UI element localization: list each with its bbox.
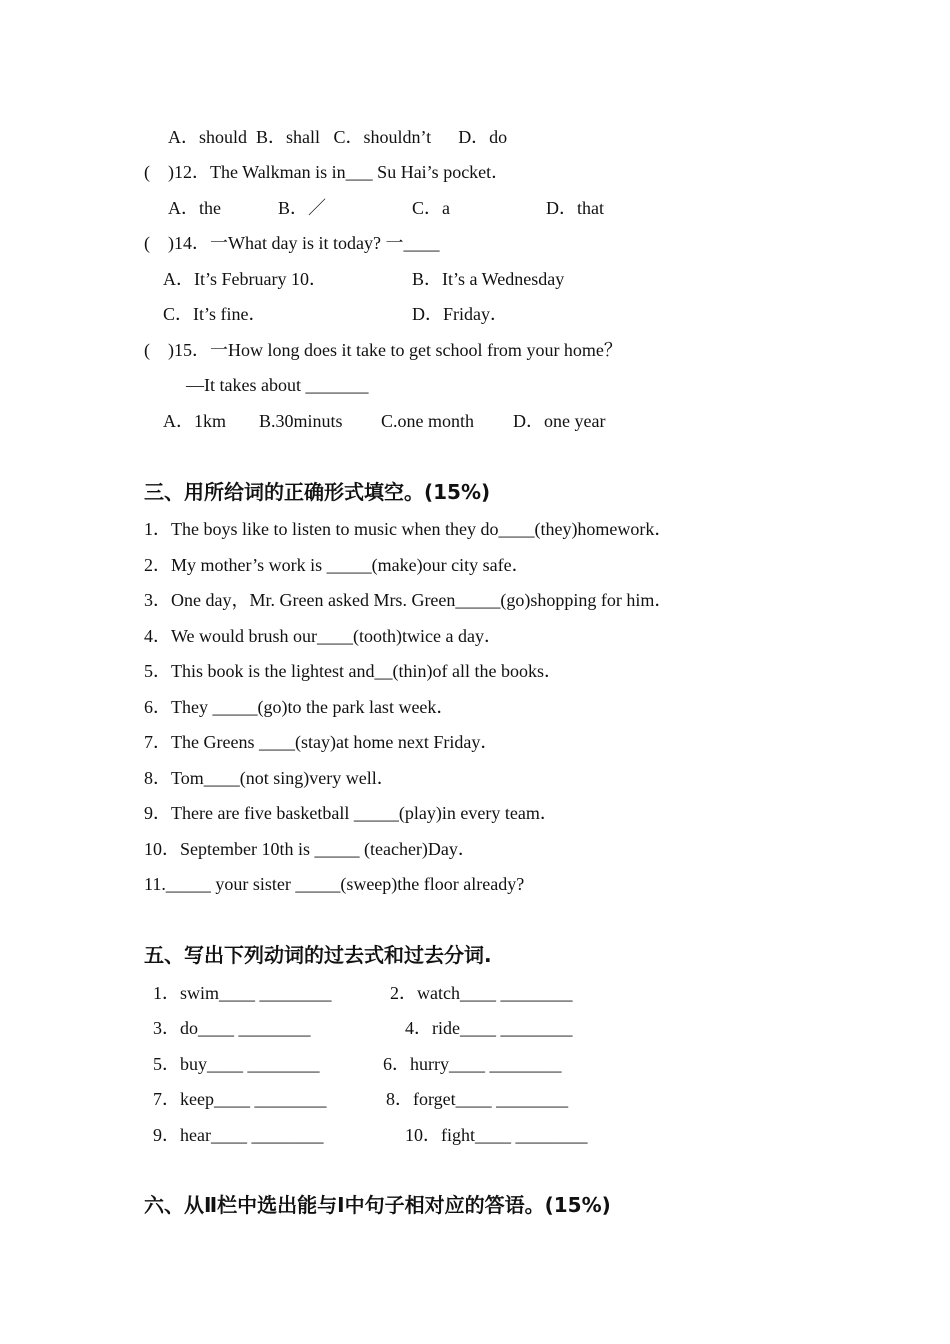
q14-stem: ( )14．一What day is it today? 一____ <box>144 233 440 253</box>
q12-stem: ( )12．The Walkman is in___ Su Hai’s pocket． <box>144 162 510 182</box>
verb-item: 8．forget____ ________ <box>386 1089 569 1109</box>
section-three-item: 4．We would brush our____(tooth)twice a day． <box>144 626 502 646</box>
section-three-item: 5．This book is the lightest and__(thin)of all the books． <box>144 661 562 681</box>
verb-item: 2．watch____ ________ <box>390 983 573 1003</box>
q15-stem: ( )15．一How long does it take to get school from your home？ <box>144 340 622 360</box>
q11-options: A．should B．shall C．shouldn’t D．do <box>168 127 508 147</box>
section-five-title: 五、写出下列动词的过去式和过去分词. <box>144 943 492 967</box>
section-three-item: 10．September 10th is _____ (teacher)Day． <box>144 839 476 859</box>
q12-option-a: A．the <box>168 198 221 218</box>
verb-item: 4．ride____ ________ <box>405 1018 573 1038</box>
q15-option-c: C.one month <box>381 411 474 431</box>
q12-option-b: B．／ <box>278 198 327 218</box>
section-three-item: 1．The boys like to listen to music when they do____(they)homework． <box>144 519 673 539</box>
section-three-title: 三、用所给词的正确形式填空。(15%) <box>144 480 491 504</box>
q15-option-b: B.30minuts <box>259 411 343 431</box>
q14-option-c: C．It’s fine． <box>163 304 267 324</box>
q14-option-d: D．Friday． <box>412 304 508 324</box>
verb-item: 1．swim____ ________ <box>153 983 332 1003</box>
verb-item: 9．hear____ ________ <box>153 1125 324 1145</box>
verb-item: 5．buy____ ________ <box>153 1054 320 1074</box>
q12-option-c: C．a <box>412 198 450 218</box>
section-three-item: 2．My mother’s work is _____(make)our city safe． <box>144 555 530 575</box>
q15-answer-line: —It takes about _______ <box>186 375 369 395</box>
section-six-title: 六、从Ⅱ栏中选出能与Ⅰ中句子相对应的答语。(15%) <box>144 1193 611 1217</box>
q15-option-d: D．one year <box>513 411 606 431</box>
q15-option-a: A．1km <box>163 411 226 431</box>
q12-option-d: D．that <box>546 198 604 218</box>
section-three-item: 9．There are five basketball _____(play)in every team． <box>144 803 558 823</box>
verb-item: 3．do____ ________ <box>153 1018 311 1038</box>
verb-item: 6．hurry____ ________ <box>383 1054 562 1074</box>
section-three-item: 11._____ your sister _____(sweep)the floor already? <box>144 874 525 894</box>
q14-option-b: B．It’s a Wednesday <box>412 269 565 289</box>
section-three-item: 7．The Greens ____(stay)at home next Friday． <box>144 732 499 752</box>
verb-item: 7．keep____ ________ <box>153 1089 327 1109</box>
q14-option-a: A．It’s February 10． <box>163 269 327 289</box>
verb-item: 10．fight____ ________ <box>405 1125 588 1145</box>
section-three-item: 6．They _____(go)to the park last week． <box>144 697 455 717</box>
section-three-item: 3．One day，Mr. Green asked Mrs. Green_____(go)shopping for him． <box>144 590 673 610</box>
section-three-item: 8．Tom____(not sing)very well． <box>144 768 395 788</box>
